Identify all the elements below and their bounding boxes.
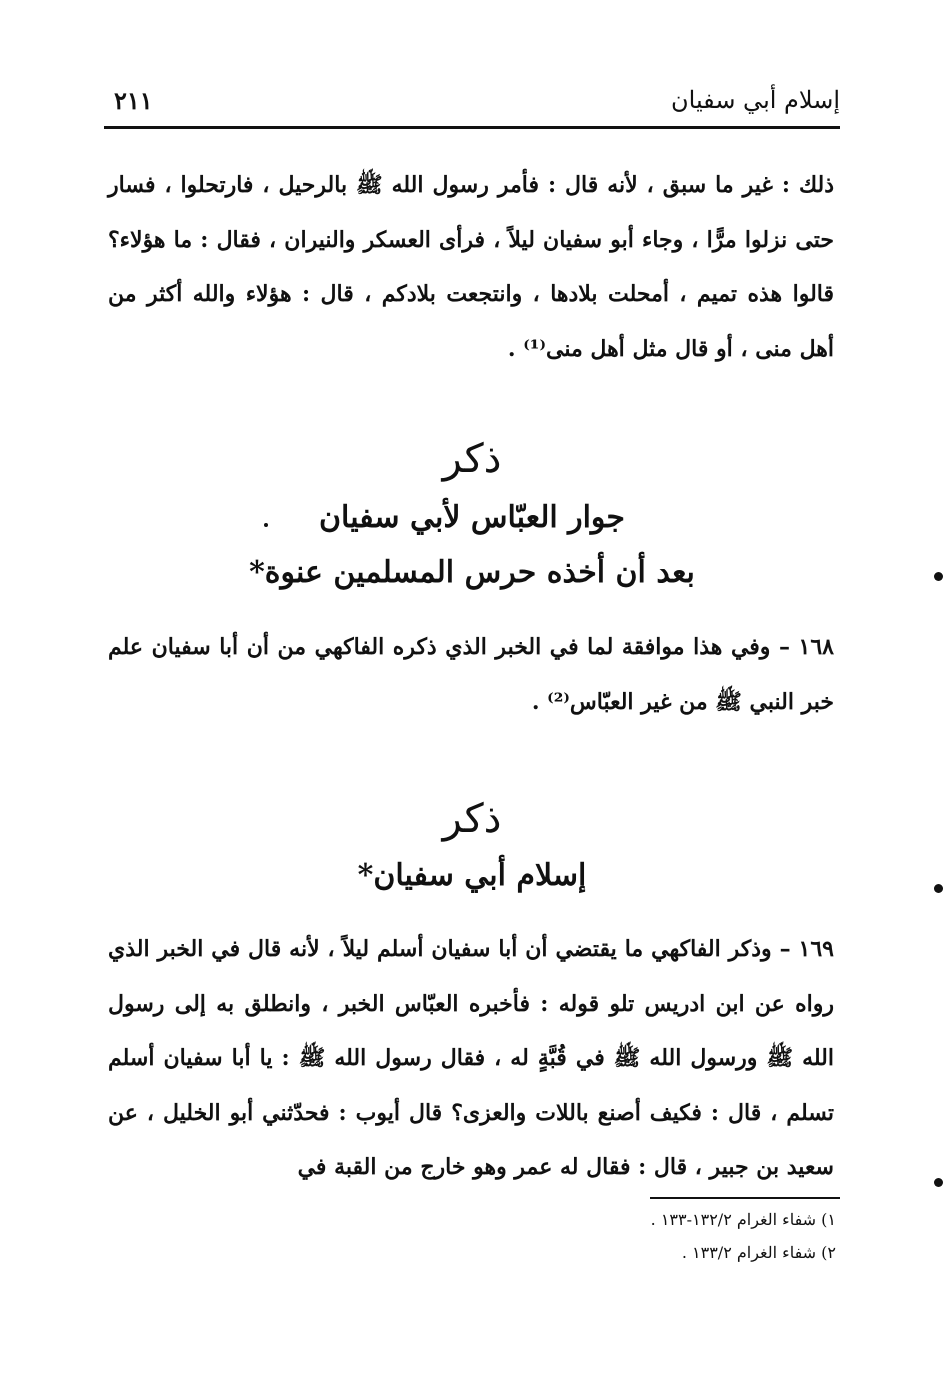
footnote-rule — [650, 1197, 840, 1199]
header-rule — [104, 126, 840, 129]
margin-mark — [934, 1178, 943, 1187]
paragraph-168: ١٦٨ – وفي هذا موافقة لما في الخبر الذي ذكره الفاكهي من أن أبا سفيان علم خبر النبي ﷺ من غير العبّاس⁽²⁾ . — [108, 634, 834, 715]
section-heading: إسلام أبي سفيان* — [357, 858, 587, 893]
section-heading-line2: بعد أن أخذه حرس المسلمين عنوة* — [249, 555, 695, 590]
paragraph-169: ١٦٩ – وذكر الفاكهي ما يقتضي أن أبا سفيان أسلم ليلاً ، لأنه قال في الخبر الذي رواه عن ابن ادريس تلو قوله : فأخبره العبّاس الخبر ، وانطلق به إلى رسول الله ﷺ ورسول الله ﷺ في قُبَّةٍ له ، فقال رسول الله ﷺ : يا أبا سفيان أسلم تسلم ، قال : فكيف أصنع باللات والعزى؟ قال أيوب : فحدّثني أبو الخليل ، عن سعيد بن جبير ، قال : فقال له عمر وهو خارج من القبة في — [108, 936, 834, 1180]
section-heading-line1: جوار العبّاس لأبي سفيان — [319, 500, 625, 535]
section-ornament-dhikr: ذكر — [442, 796, 502, 842]
stray-dot — [264, 523, 268, 527]
page-number: ٢١١ — [114, 86, 153, 115]
footnote-2: ٢) شفاء الغرام ١٣٣/٢ . — [681, 1243, 836, 1262]
margin-mark — [934, 884, 943, 893]
paragraph-continuation: ذلك : غير ما سبق ، لأنه قال : فأمر رسول الله ﷺ بالرحيل ، فارتحلوا ، فسار حتى نزلوا مرًّا ، وجاء أبو سفيان ليلاً ، فرأى العسكر والنيران ، فقال : ما هؤلاء؟ قالوا هذه تميم ، أمحلت بلادها ، وانتجعت بلادكم ، قال : هؤلاء والله أكثر من أهل منى ، أو قال مثل أهل منى⁽¹⁾ . — [108, 172, 834, 362]
footnote-1: ١) شفاء الغرام ١٣٢/٢-١٣٣ . — [650, 1210, 836, 1229]
running-header — [104, 84, 840, 124]
margin-mark — [934, 572, 943, 581]
section-ornament-dhikr: ذكر — [442, 436, 502, 482]
running-title: إسلام أبي سفيان — [671, 86, 840, 114]
